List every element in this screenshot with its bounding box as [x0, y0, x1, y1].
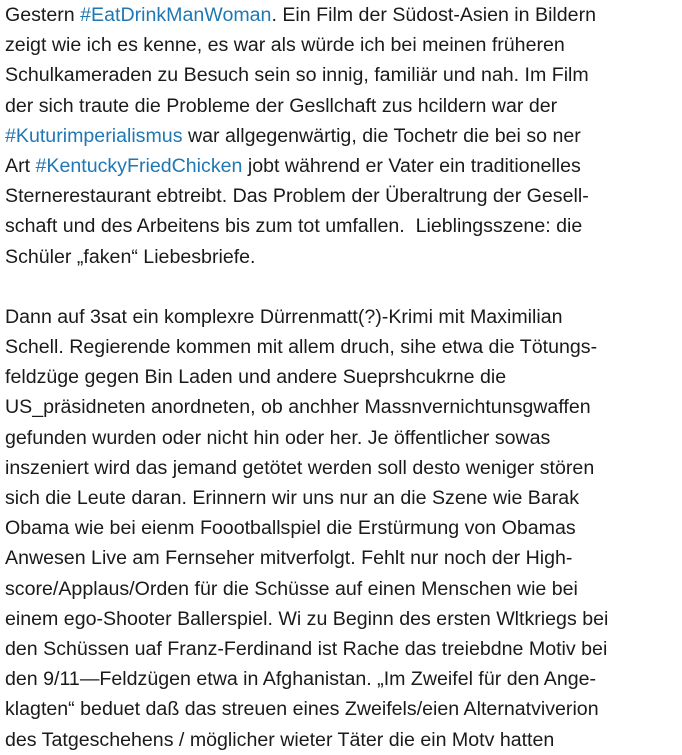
text-run: schaft und des Arbeitens bis zum tot umfallen. Lieblingsszene: die	[5, 215, 583, 238]
text-line	[5, 60, 680, 90]
text-line: gefunden wurden oder nicht hin oder her. Je öffentlicher sowas	[5, 426, 551, 449]
text-line	[5, 211, 680, 241]
hashtag-link[interactable]: #Kuturimperialismus	[5, 124, 183, 147]
paragraph-spacer	[5, 272, 680, 302]
text-line	[5, 91, 680, 121]
text-line: US_präsidneten anordneten, ob anchher Massnvernichtunsgwaffen	[5, 396, 591, 419]
text-line: Schell. Regierende kommen mit allem druch, sihe etwa die Tötungs-	[5, 336, 598, 359]
text-line	[5, 0, 680, 30]
text-line	[5, 151, 680, 181]
text-line: Obama wie bei eienm Foootballspiel die Erstürmung von Obamas	[5, 517, 576, 540]
paragraph-crime-film	[5, 302, 680, 755]
text-run: jobt während er Vater ein traditionelles	[242, 154, 581, 177]
text-run: Art	[5, 154, 36, 177]
document-body	[5, 0, 680, 755]
text-line	[5, 242, 680, 272]
text-run: zeigt wie ich es kenne, es war als würde ich bei meinen früheren	[5, 34, 565, 57]
text-line: klagten“ beduet daß das streuen eines Zweifels/eien Alternatviverion	[5, 698, 599, 721]
text-run: Schüler „faken“ Liebesbriefe.	[5, 245, 256, 268]
text-run: war allgegenwärtig, die Tochetr die bei so ner	[182, 124, 581, 147]
text-run: der sich traute die Probleme der Gesllchaft zus hcildern war der	[5, 94, 558, 117]
text-run: Schulkameraden zu Besuch sein so innig, familiär und nah. Im Film	[5, 64, 589, 87]
text-line: Dann auf 3sat ein komplexre Dürrenmatt(?)-Krimi mit Maximilian	[5, 305, 563, 328]
text-line: Anwesen Live am Fernseher mitverfolgt. Fehlt nur noch der High-	[5, 547, 573, 570]
text-line: inszeniert wird das jemand getötet werden soll desto weniger stören	[5, 456, 595, 479]
text-run: . Ein Film der Südost-Asien in Bildern	[271, 4, 596, 26]
text-line	[5, 181, 680, 211]
paragraph-film-review	[5, 0, 680, 272]
text-line: sich die Leute daran. Erinnern wir uns nur an die Szene wie Barak	[5, 487, 579, 509]
text-line: score/Applaus/Orden für die Schüsse auf einen Menschen wie bei	[5, 577, 578, 600]
text-line: des Tatgeschehens / möglicher wieter Täter die ein Motv hatten	[5, 728, 555, 751]
text-line: den 9/11—Feldzügen etwa in Afghanistan. „Im Zweifel für den Ange-	[5, 668, 597, 691]
hashtag-link[interactable]: #KentuckyFriedChicken	[35, 154, 243, 177]
text-line: feldzüge gegen Bin Laden und andere Sueprshcukrne die	[5, 366, 507, 389]
text-line	[5, 121, 680, 151]
text-line: einem ego-Shooter Ballerspiel. Wi zu Beginn des ersten Wltkriegs bei	[5, 607, 609, 630]
text-run: Gestern	[5, 4, 81, 26]
hashtag-link[interactable]: #EatDrinkManWoman	[80, 4, 272, 26]
text-line: den Schüssen uaf Franz-Ferdinand ist Rache das treiebdne Motiv bei	[5, 637, 608, 660]
text-run: Sternerestaurant ebtreibt. Das Problem der Überaltrung der Gesell-	[5, 185, 589, 208]
text-line	[5, 30, 680, 60]
